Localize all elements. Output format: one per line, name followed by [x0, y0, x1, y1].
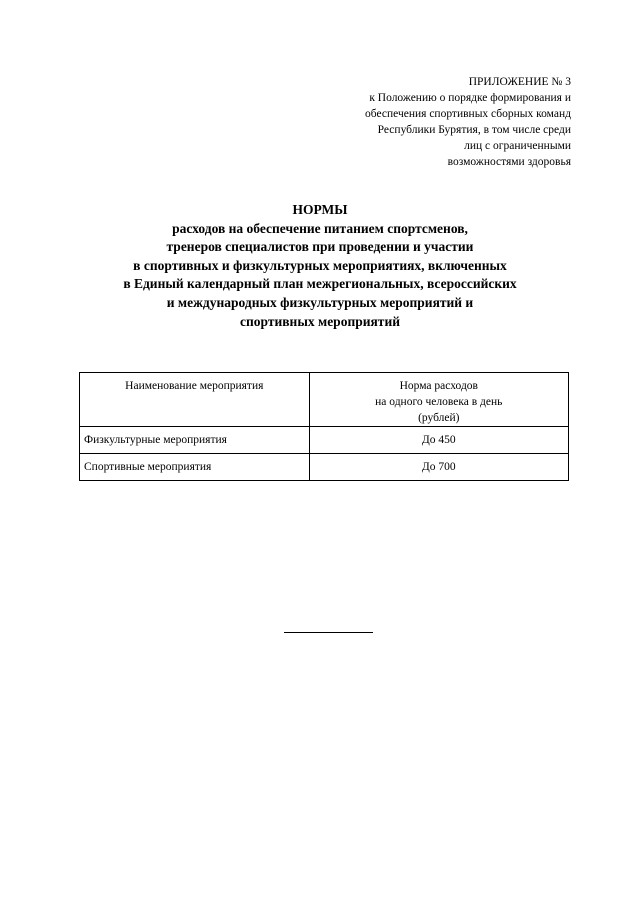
table-row	[80, 427, 569, 454]
table-row	[80, 454, 569, 481]
appendix-line: обеспечения спортивных сборных команд	[365, 108, 571, 120]
title-line: спортивных мероприятий	[240, 313, 400, 329]
title-line: в Единый календарный план межрегиональных, всероссийских	[123, 276, 517, 292]
appendix-header	[311, 74, 571, 170]
end-divider	[284, 632, 373, 633]
norm-value-cell: До 700	[309, 454, 568, 481]
appendix-line: лиц с ограниченными	[464, 140, 571, 152]
column-header-norm	[309, 373, 568, 427]
column-header-name-text: Наименование мероприятия	[125, 380, 264, 392]
table-header-row	[80, 373, 569, 427]
column-header-norm-line: Норма расходов	[399, 380, 478, 392]
event-name-cell: Спортивные мероприятия	[80, 454, 310, 481]
column-header-norm-line: на одного человека в день	[375, 396, 503, 408]
norm-value-cell: До 450	[309, 427, 568, 454]
event-name-cell: Физкультурные мероприятия	[80, 427, 310, 454]
appendix-number: ПРИЛОЖЕНИЕ № 3	[468, 76, 571, 88]
column-header-norm-line: (рублей)	[418, 412, 460, 424]
document-title	[60, 201, 580, 331]
title-line: в спортивных и физкультурных мероприятиях, включенных	[133, 257, 507, 273]
title-line: тренеров специалистов при проведении и участии	[166, 239, 474, 255]
title-line: расходов на обеспечение питанием спортсменов,	[172, 220, 468, 236]
norms-table	[79, 372, 569, 481]
title-line: и международных физкультурных мероприятий и	[166, 294, 474, 310]
appendix-line: к Положению о порядке формирования и	[369, 92, 571, 104]
appendix-line: Республики Бурятия, в том числе среди	[377, 124, 571, 136]
appendix-line: возможностями здоровья	[447, 156, 571, 168]
column-header-name	[80, 373, 310, 427]
title-heading: НОРМЫ	[292, 202, 348, 217]
